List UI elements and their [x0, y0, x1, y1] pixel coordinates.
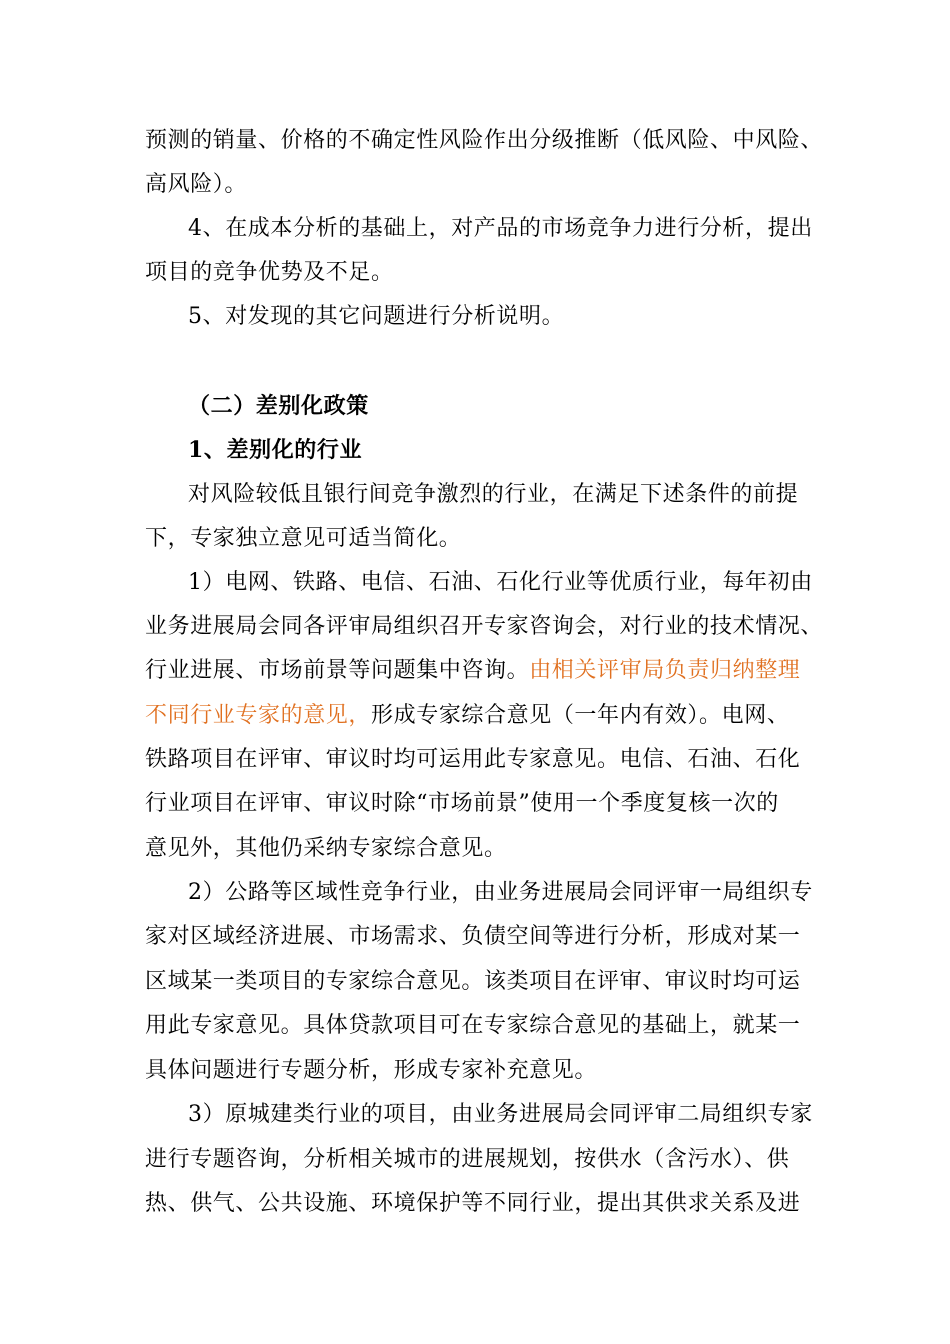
text-line: 进行专题咨询，分析相关城市的进展规划，按供水（含污水）、供 — [145, 1147, 790, 1172]
text-line: 项目的竞争优势及不足。 — [145, 260, 394, 285]
text-line: 铁路项目在评审、审议时均可运用此专家意见。电信、石油、石化 — [145, 747, 801, 772]
text-line: 热、供气、公共设施、环境保护等不同行业，提出其供求关系及进 — [145, 1191, 801, 1216]
text-line: 家对区域经济进展、市场需求、负债空间等进行分析，形成对某一 — [145, 924, 801, 949]
text-line — [145, 656, 800, 686]
text-line: 3）原城建类行业的项目，由业务进展局会同评审二局组织专家 — [188, 1102, 813, 1127]
section-heading: （二）差别化政策 — [188, 393, 369, 419]
text-line: 意见外，其他仍采纳专家综合意见。 — [145, 836, 507, 861]
text-line: 区域某一类项目的专家综合意见。该类项目在评审、审议时均可运 — [145, 969, 801, 994]
text-line: 用此专家意见。具体贷款项目可在专家综合意见的基础上，就某一 — [145, 1013, 801, 1038]
text-line: 4、在成本分析的基础上，对产品的市场竞争力进行分析，提出 — [188, 216, 813, 241]
text-line: 业务进展局会同各评审局组织召开专家咨询会，对行业的技术情况、 — [145, 614, 824, 639]
text-line: 具体问题进行专题分析，形成专家补充意见。 — [145, 1058, 598, 1083]
text-line: 对风险较低且银行间竞争激烈的行业，在满足下述条件的前提 — [188, 482, 799, 507]
text-line: 高风险）。 — [145, 172, 248, 197]
text-line: 预测的销量、价格的不确定性风险作出分级推断（低风险、中风险、 — [145, 128, 824, 153]
highlighted-text: 不同行业专家的意见， — [145, 703, 372, 728]
text-line — [145, 701, 789, 731]
text-run: 行业进展、市场前景等问题集中咨询。 — [145, 658, 530, 683]
subsection-heading: 1、差别化的行业 — [188, 437, 363, 463]
text-run: 形成专家综合意见（一年内有效）。电网、 — [371, 703, 790, 728]
highlighted-text: 由相关评审局负责归纳整理 — [529, 658, 801, 683]
text-line: 5、对发现的其它问题进行分析说明。 — [188, 304, 565, 329]
text-line: 下，专家独立意见可适当简化。 — [145, 526, 462, 551]
text-line: 行业项目在评审、审议时除“市场前景”使用一个季度复核一次的 — [145, 791, 779, 816]
text-line: 1）电网、铁路、电信、石油、石化行业等优质行业，每年初由 — [188, 570, 813, 595]
text-line: 2）公路等区域性竞争行业，由业务进展局会同评审一局组织专 — [188, 880, 813, 905]
